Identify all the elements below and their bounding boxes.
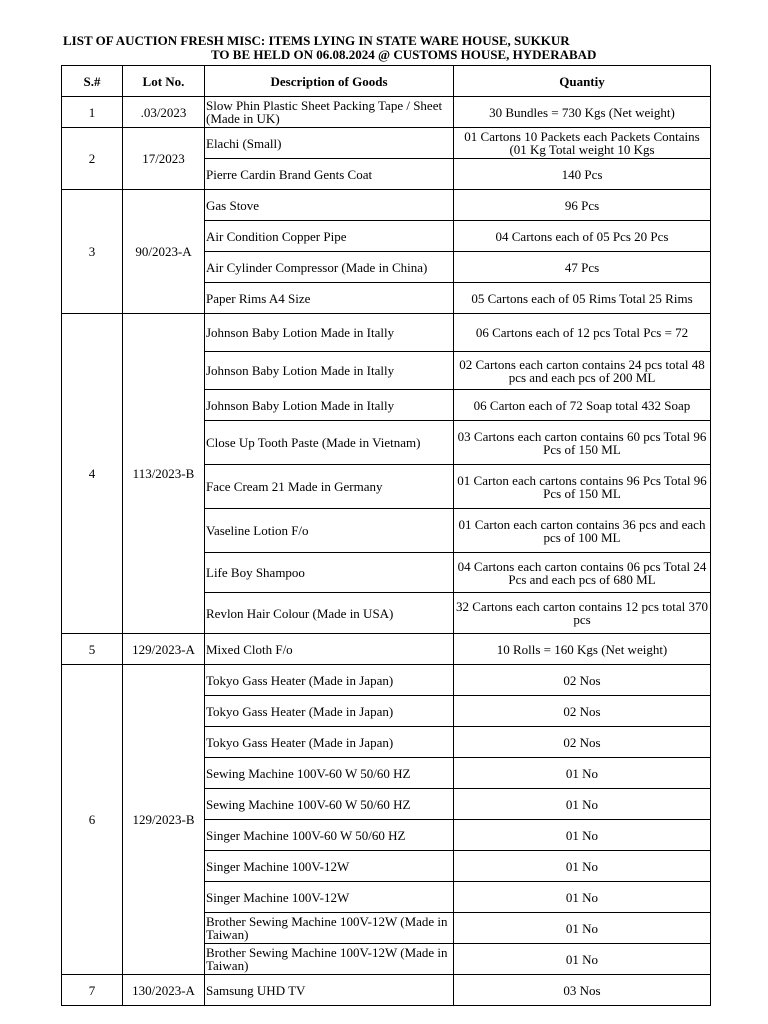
description-cell: Air Condition Copper Pipe [205, 221, 454, 252]
auction-items-table [61, 65, 711, 1006]
description-cell: Tokyo Gass Heater (Made in Japan) [205, 665, 454, 696]
quantity-cell: 03 Cartons each carton contains 60 pcs Total 96 Pcs of 150 ML [454, 421, 711, 465]
lot-number-cell: 17/2023 [123, 128, 205, 190]
table-row [62, 97, 711, 128]
quantity-cell: 01 Carton each cartons contains 96 Pcs Total 96 Pcs of 150 ML [454, 465, 711, 509]
description-cell: Samsung UHD TV [205, 975, 454, 1006]
table-body [62, 97, 711, 1006]
description-cell: Life Boy Shampoo [205, 553, 454, 593]
description-cell: Brother Sewing Machine 100V-12W (Made in Taiwan) [205, 913, 454, 944]
lot-number-cell: 129/2023-A [123, 634, 205, 665]
description-cell: Paper Rims A4 Size [205, 283, 454, 314]
lot-number-cell: 129/2023-B [123, 665, 205, 975]
lot-number-cell: 113/2023-B [123, 314, 205, 634]
description-cell: Singer Machine 100V-60 W 50/60 HZ [205, 820, 454, 851]
table-row [62, 314, 711, 352]
quantity-cell: 10 Rolls = 160 Kgs (Net weight) [454, 634, 711, 665]
description-cell: Gas Stove [205, 190, 454, 221]
quantity-cell: 01 No [454, 913, 711, 944]
column-header-lot: Lot No. [123, 66, 205, 97]
quantity-cell: 01 Cartons 10 Packets each Packets Contains (01 Kg Total weight 10 Kgs [454, 128, 711, 159]
lot-number-cell: .03/2023 [123, 97, 205, 128]
description-cell: Sewing Machine 100V-60 W 50/60 HZ [205, 758, 454, 789]
description-cell: Johnson Baby Lotion Made in Itally [205, 352, 454, 390]
column-header-description: Description of Goods [205, 66, 454, 97]
description-cell: Revlon Hair Colour (Made in USA) [205, 593, 454, 634]
description-cell: Singer Machine 100V-12W [205, 882, 454, 913]
description-cell: Pierre Cardin Brand Gents Coat [205, 159, 454, 190]
description-cell: Close Up Tooth Paste (Made in Vietnam) [205, 421, 454, 465]
description-cell: Slow Phin Plastic Sheet Packing Tape / Sheet (Made in UK) [205, 97, 454, 128]
quantity-cell: 01 No [454, 789, 711, 820]
quantity-cell: 01 No [454, 944, 711, 975]
description-cell: Brother Sewing Machine 100V-12W (Made in Taiwan) [205, 944, 454, 975]
table-row [62, 128, 711, 159]
serial-number-cell: 1 [62, 97, 123, 128]
quantity-cell: 01 Carton each carton contains 36 pcs and each pcs of 100 ML [454, 509, 711, 553]
serial-number-cell: 6 [62, 665, 123, 975]
quantity-cell: 01 No [454, 758, 711, 789]
document-title-line-1: LIST OF AUCTION FRESH MISC: ITEMS LYING IN STATE WARE HOUSE, SUKKUR [63, 33, 570, 48]
description-cell: Face Cream 21 Made in Germany [205, 465, 454, 509]
table-row [62, 190, 711, 221]
serial-number-cell: 4 [62, 314, 123, 634]
serial-number-cell: 3 [62, 190, 123, 314]
quantity-cell: 01 No [454, 820, 711, 851]
description-cell: Elachi (Small) [205, 128, 454, 159]
quantity-cell: 05 Cartons each of 05 Rims Total 25 Rims [454, 283, 711, 314]
description-cell: Sewing Machine 100V-60 W 50/60 HZ [205, 789, 454, 820]
quantity-cell: 06 Cartons each of 12 pcs Total Pcs = 72 [454, 314, 711, 352]
description-cell: Johnson Baby Lotion Made in Itally [205, 390, 454, 421]
description-cell: Vaseline Lotion F/o [205, 509, 454, 553]
quantity-cell: 06 Carton each of 72 Soap total 432 Soap [454, 390, 711, 421]
quantity-cell: 47 Pcs [454, 252, 711, 283]
quantity-cell: 96 Pcs [454, 190, 711, 221]
serial-number-cell: 2 [62, 128, 123, 190]
quantity-cell: 02 Nos [454, 665, 711, 696]
document-title-line-2: TO BE HELD ON 06.08.2024 @ CUSTOMS HOUSE, HYDERABAD [211, 47, 597, 62]
lot-number-cell: 130/2023-A [123, 975, 205, 1006]
description-cell: Singer Machine 100V-12W [205, 851, 454, 882]
serial-number-cell: 5 [62, 634, 123, 665]
table-row [62, 665, 711, 696]
quantity-cell: 02 Nos [454, 696, 711, 727]
serial-number-cell: 7 [62, 975, 123, 1006]
lot-number-cell: 90/2023-A [123, 190, 205, 314]
description-cell: Tokyo Gass Heater (Made in Japan) [205, 727, 454, 758]
quantity-cell: 01 No [454, 851, 711, 882]
table-header-row [62, 66, 711, 97]
quantity-cell: 140 Pcs [454, 159, 711, 190]
description-cell: Air Cylinder Compressor (Made in China) [205, 252, 454, 283]
quantity-cell: 04 Cartons each of 05 Pcs 20 Pcs [454, 221, 711, 252]
quantity-cell: 02 Nos [454, 727, 711, 758]
quantity-cell: 01 No [454, 882, 711, 913]
quantity-cell: 32 Cartons each carton contains 12 pcs total 370 pcs [454, 593, 711, 634]
description-cell: Mixed Cloth F/o [205, 634, 454, 665]
table-row [62, 634, 711, 665]
column-header-sno: S.# [62, 66, 123, 97]
quantity-cell: 02 Cartons each carton contains 24 pcs total 48 pcs and each pcs of 200 ML [454, 352, 711, 390]
column-header-quantity: Quantiy [454, 66, 711, 97]
quantity-cell: 04 Cartons each carton contains 06 pcs Total 24 Pcs and each pcs of 680 ML [454, 553, 711, 593]
quantity-cell: 03 Nos [454, 975, 711, 1006]
quantity-cell: 30 Bundles = 730 Kgs (Net weight) [454, 97, 711, 128]
description-cell: Tokyo Gass Heater (Made in Japan) [205, 696, 454, 727]
description-cell: Johnson Baby Lotion Made in Itally [205, 314, 454, 352]
table-row [62, 975, 711, 1006]
